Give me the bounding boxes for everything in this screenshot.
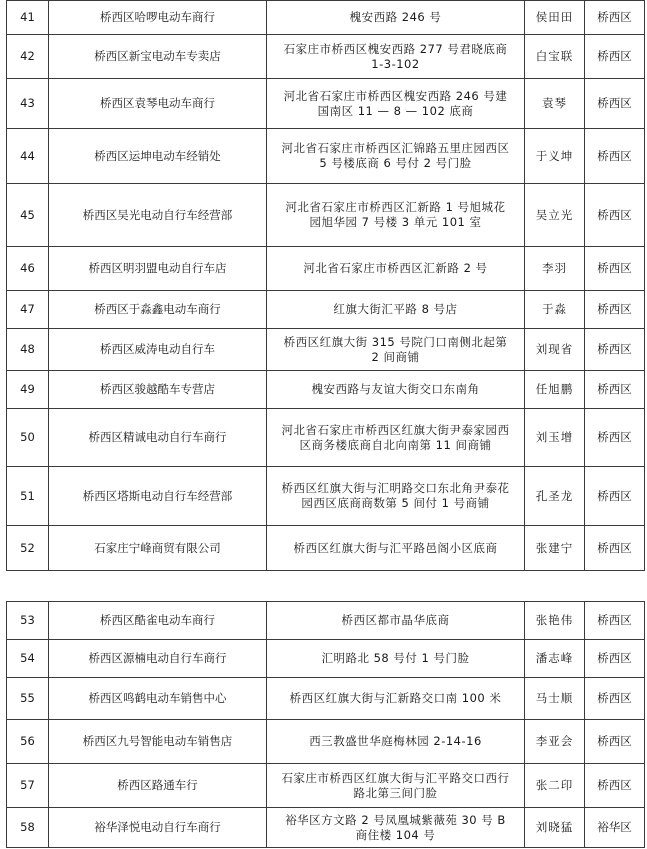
shop-name: 桥西区鸣鹤电动车销售中心 [49, 678, 267, 720]
row-number: 55 [7, 678, 49, 720]
table-row [7, 526, 645, 571]
contact-person: 张二印 [525, 764, 585, 808]
contact-person: 白宝联 [525, 35, 585, 79]
table-row [7, 329, 645, 371]
row-number: 58 [7, 808, 49, 848]
row-number: 46 [7, 247, 49, 291]
district: 桥西区 [585, 602, 645, 640]
shop-address: 河北省石家庄市桥西区槐安西路 246 号建国南区 11 — 8 — 102 底商 [267, 79, 525, 129]
shop-name: 桥西区于淼鑫电动车商行 [49, 291, 267, 329]
district: 桥西区 [585, 526, 645, 571]
contact-person: 张艳伟 [525, 602, 585, 640]
row-number: 42 [7, 35, 49, 79]
row-number: 41 [7, 1, 49, 35]
shop-address: 石家庄市桥西区红旗大街与汇平路交口西行路北第三间门脸 [267, 764, 525, 808]
contact-person: 李亚会 [525, 720, 585, 764]
district: 桥西区 [585, 129, 645, 184]
shop-name: 桥西区酷雀电动车商行 [49, 602, 267, 640]
contact-person: 于淼 [525, 291, 585, 329]
row-number: 50 [7, 409, 49, 467]
row-number: 45 [7, 184, 49, 247]
shop-address: 槐安西路与友谊大街交口东南角 [267, 371, 525, 409]
district: 桥西区 [585, 764, 645, 808]
table-row [7, 79, 645, 129]
row-number: 44 [7, 129, 49, 184]
district: 桥西区 [585, 184, 645, 247]
district: 桥西区 [585, 467, 645, 526]
district: 桥西区 [585, 291, 645, 329]
district: 桥西区 [585, 1, 645, 35]
contact-person: 潘志峰 [525, 640, 585, 678]
contact-person: 刘现省 [525, 329, 585, 371]
district: 裕华区 [585, 808, 645, 848]
shop-address: 河北省石家庄市桥西区汇新路 2 号 [267, 247, 525, 291]
contact-person: 任旭鹏 [525, 371, 585, 409]
shop-name: 桥西区精诚电动自行车商行 [49, 409, 267, 467]
shop-name: 桥西区明羽盟电动自行车店 [49, 247, 267, 291]
table-row [7, 467, 645, 526]
contact-person: 张建宁 [525, 526, 585, 571]
shop-address: 西三教盛世华庭梅林园 2-14-16 [267, 720, 525, 764]
shop-name: 桥西区运坤电动车经销处 [49, 129, 267, 184]
shop-name: 桥西区袁琴电动车商行 [49, 79, 267, 129]
shop-address: 桥西区红旗大街 315 号院门口南侧北起第 2 间商铺 [267, 329, 525, 371]
row-number: 49 [7, 371, 49, 409]
row-number: 48 [7, 329, 49, 371]
dealer-table-bottom [6, 601, 645, 848]
shop-name: 桥西区路通车行 [49, 764, 267, 808]
shop-name: 桥西区骏越酷车专营店 [49, 371, 267, 409]
shop-address: 河北省石家庄市桥西区红旗大街尹泰家园西区商务楼底商自北向南第 11 间商铺 [267, 409, 525, 467]
district: 桥西区 [585, 247, 645, 291]
table-row [7, 808, 645, 848]
table-row [7, 720, 645, 764]
district: 桥西区 [585, 371, 645, 409]
shop-address: 槐安西路 246 号 [267, 1, 525, 35]
table-row [7, 35, 645, 79]
row-number: 52 [7, 526, 49, 571]
table-row [7, 1, 645, 35]
contact-person: 吴立光 [525, 184, 585, 247]
shop-address: 河北省石家庄市桥西区汇锦路五里庄园西区 5 号楼底商 6 号付 2 号门脸 [267, 129, 525, 184]
district: 桥西区 [585, 720, 645, 764]
contact-person: 侯田田 [525, 1, 585, 35]
shop-name: 桥西区新宝电动车专卖店 [49, 35, 267, 79]
shop-name: 桥西区源楠电动自行车商行 [49, 640, 267, 678]
shop-name: 桥西区塔斯电动自行车经营部 [49, 467, 267, 526]
shop-address: 河北省石家庄市桥西区汇新路 1 号旭城花园旭华园 7 号楼 3 单元 101 室 [267, 184, 525, 247]
dealer-table-top [6, 0, 645, 571]
shop-address: 石家庄市桥西区槐安西路 277 号君晓底商 1-3-102 [267, 35, 525, 79]
table-row [7, 291, 645, 329]
row-number: 56 [7, 720, 49, 764]
shop-name: 桥西区九号智能电动车销售店 [49, 720, 267, 764]
shop-name: 裕华泽悦电动自行车商行 [49, 808, 267, 848]
shop-address: 桥西区红旗大街与汇新路交口南 100 米 [267, 678, 525, 720]
table-row [7, 371, 645, 409]
district: 桥西区 [585, 409, 645, 467]
table-row [7, 409, 645, 467]
table-row [7, 640, 645, 678]
shop-address: 桥西区都市晶华底商 [267, 602, 525, 640]
row-number: 57 [7, 764, 49, 808]
table-row [7, 129, 645, 184]
row-number: 47 [7, 291, 49, 329]
table-row [7, 764, 645, 808]
row-number: 43 [7, 79, 49, 129]
row-number: 51 [7, 467, 49, 526]
district: 桥西区 [585, 329, 645, 371]
shop-name: 桥西区威涛电动自行车 [49, 329, 267, 371]
contact-person: 李羽 [525, 247, 585, 291]
shop-name: 桥西区吴光电动自行车经营部 [49, 184, 267, 247]
district: 桥西区 [585, 35, 645, 79]
shop-address: 裕华区方文路 2 号凤凰城紫薇苑 30 号 B 商住楼 104 号 [267, 808, 525, 848]
shop-address: 汇明路北 58 号付 1 号门脸 [267, 640, 525, 678]
contact-person: 于义坤 [525, 129, 585, 184]
table-row [7, 678, 645, 720]
table-row [7, 184, 645, 247]
contact-person: 马士顺 [525, 678, 585, 720]
shop-address: 桥西区红旗大街与汇明路交口东北角尹泰花园西区底商商数第 5 间付 1 号商铺 [267, 467, 525, 526]
shop-address: 桥西区红旗大街与汇平路邑阁小区底商 [267, 526, 525, 571]
shop-name: 石家庄宁峰商贸有限公司 [49, 526, 267, 571]
table-row [7, 247, 645, 291]
shop-name: 桥西区哈啰电动车商行 [49, 1, 267, 35]
contact-person: 刘玉增 [525, 409, 585, 467]
contact-person: 袁琴 [525, 79, 585, 129]
row-number: 53 [7, 602, 49, 640]
table-row [7, 602, 645, 640]
district: 桥西区 [585, 640, 645, 678]
district: 桥西区 [585, 678, 645, 720]
contact-person: 孔圣龙 [525, 467, 585, 526]
district: 桥西区 [585, 79, 645, 129]
contact-person: 刘晓猛 [525, 808, 585, 848]
row-number: 54 [7, 640, 49, 678]
shop-address: 红旗大街汇平路 8 号店 [267, 291, 525, 329]
